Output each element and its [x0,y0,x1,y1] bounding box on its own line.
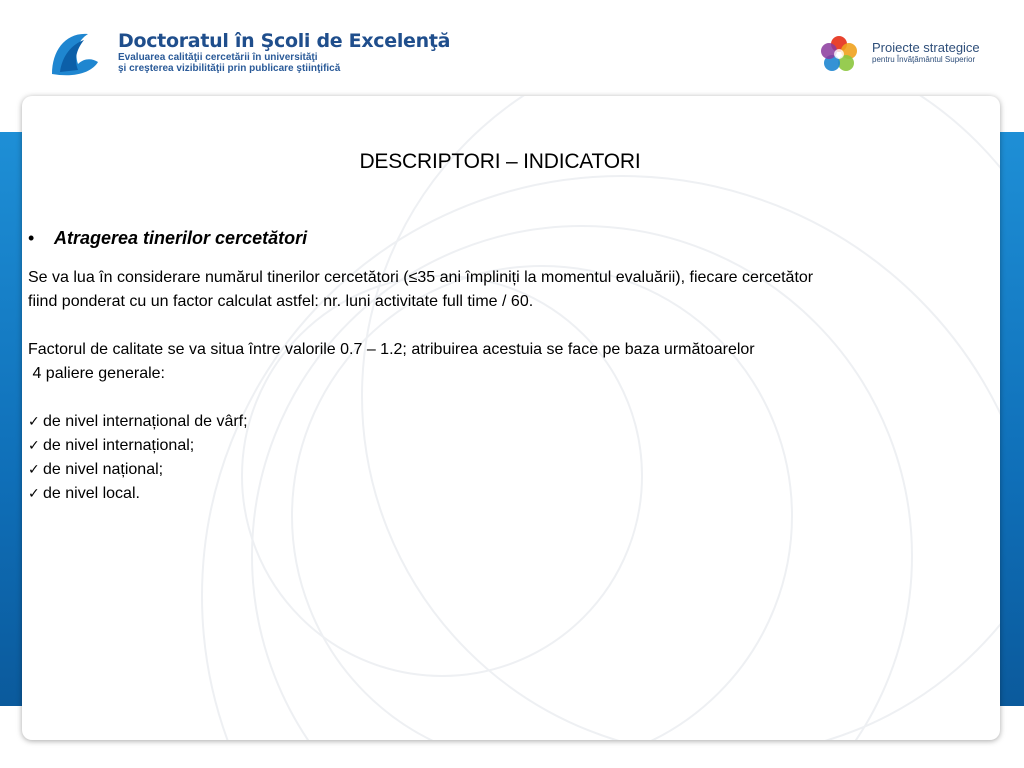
checkmark-icon: ✓ [28,414,40,430]
paragraph-2-line-2: 4 paliere generale: [28,365,165,382]
checkmark-icon: ✓ [28,438,40,454]
brand-title: Doctoratul în Şcoli de Excelenţă [118,30,451,52]
header [0,0,1024,96]
list-item [28,434,1000,458]
level-label: de nivel local. [43,485,140,502]
list-item [28,410,1000,434]
bullet-marker: • [28,228,35,248]
slide-title: DESCRIPTORI – INDICATORI [359,150,641,173]
wave-logo-icon [48,28,100,83]
level-label: de nivel internațional de vârf; [43,413,248,430]
checkmark-icon: ✓ [28,486,40,502]
right-brand-title: Proiecte strategice [872,40,980,55]
paragraph-1-line-2: fiind ponderat cu un factor calculat astfel: nr. luni activitate full time / 60. [28,293,534,310]
level-label: de nivel internațional; [43,437,195,454]
paragraph-1-line-1: Se va lua în considerare numărul tinerilor cercetători (≤35 ani împliniți la momentul evaluării), fiecare cercetător [28,269,814,286]
checkmark-icon: ✓ [28,462,40,478]
brand-subtitle-line-2: şi creşterea vizibilităţii prin publicare ştiinţifică [118,63,341,74]
paragraph-2-line-1: Factorul de calitate se va situa între valorile 0.7 – 1.2; atribuirea acestuia se face pe baza următoarelor [28,341,755,358]
right-brand-block [872,40,980,65]
bullet-heading: Atragerea tinerilor cercetători [54,228,308,248]
list-item [28,458,1000,482]
brand-block [118,30,450,74]
slide-content [28,226,1000,506]
right-brand-subtitle: pentru Învăţământul Superior [872,55,976,64]
slide-card [22,96,1000,740]
level-label: de nivel național; [43,461,164,478]
brand-subtitle-line-1: Evaluarea calităţii cercetării în universităţi [118,52,318,63]
list-item [28,482,1000,506]
flower-logo-icon [818,34,860,79]
bullet-heading-row [28,226,1000,250]
